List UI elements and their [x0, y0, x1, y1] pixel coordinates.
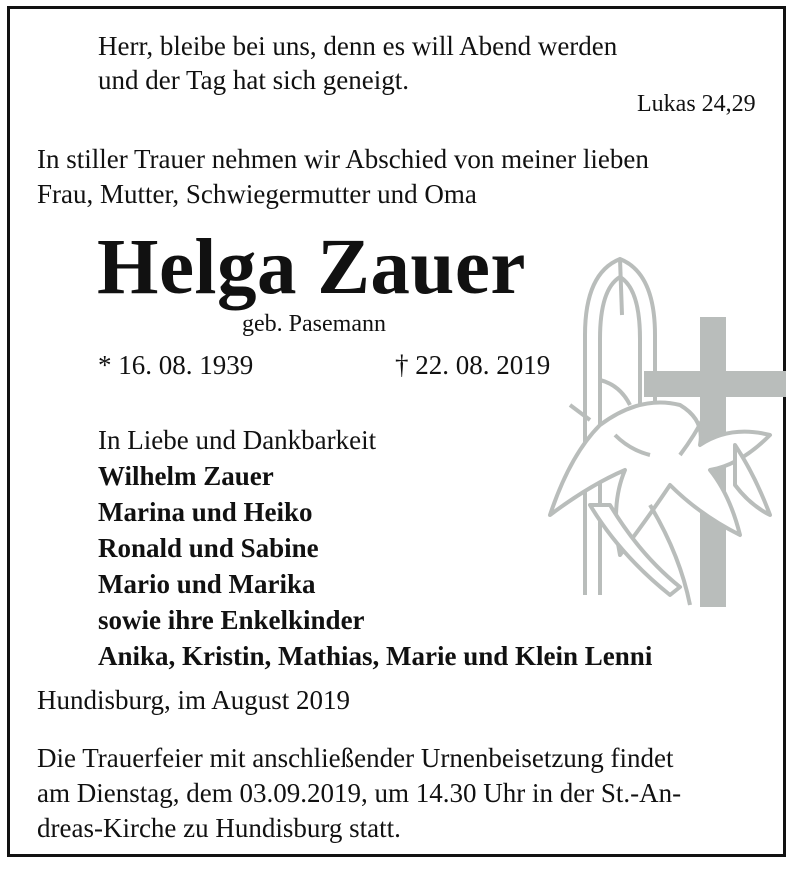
- verse-line: Herr, bleibe bei uns, denn es will Abend werden: [98, 31, 618, 61]
- maiden-name: geb. Pasemann: [242, 311, 386, 337]
- mourner-name: Mario und Marika: [98, 569, 316, 599]
- obituary-frame: [7, 6, 786, 857]
- mourners-heading: In Liebe und Dankbarkeit: [98, 425, 377, 455]
- mourner-name: Anika, Kristin, Mathias, Marie und Klein Lenni: [98, 641, 653, 671]
- funeral-notice: [37, 741, 681, 846]
- intro-line: In stiller Trauer nehmen wir Abschied von meiner lieben: [37, 144, 649, 174]
- notice-line: dreas-Kirche zu Hundisburg statt.: [37, 813, 401, 843]
- mourner-name: Ronald und Sabine: [98, 533, 319, 563]
- mourner-name: Wilhelm Zauer: [98, 461, 274, 491]
- notice-line: Die Trauerfeier mit anschließender Urnenbeisetzung findet: [37, 743, 674, 773]
- intro-line: Frau, Mutter, Schwiegermutter und Oma: [37, 179, 477, 209]
- verse-line: und der Tag hat sich geneigt.: [98, 65, 410, 95]
- mourner-name: Marina und Heiko: [98, 497, 313, 527]
- place-date: Hundisburg, im August 2019: [37, 685, 351, 715]
- birth-date: * 16. 08. 1939: [98, 350, 254, 380]
- bible-verse: [98, 29, 617, 97]
- deceased-name: Helga Zauer: [97, 224, 526, 311]
- notice-line: am Dienstag, dem 03.09.2019, um 14.30 Uhr in der St.-An-: [37, 778, 682, 808]
- mourners-list: [98, 422, 652, 674]
- intro-text: [37, 142, 649, 212]
- death-date: † 22. 08. 2019: [395, 350, 551, 380]
- mourner-name: sowie ihre Enkelkinder: [98, 605, 365, 635]
- verse-reference: Lukas 24,29: [637, 91, 756, 117]
